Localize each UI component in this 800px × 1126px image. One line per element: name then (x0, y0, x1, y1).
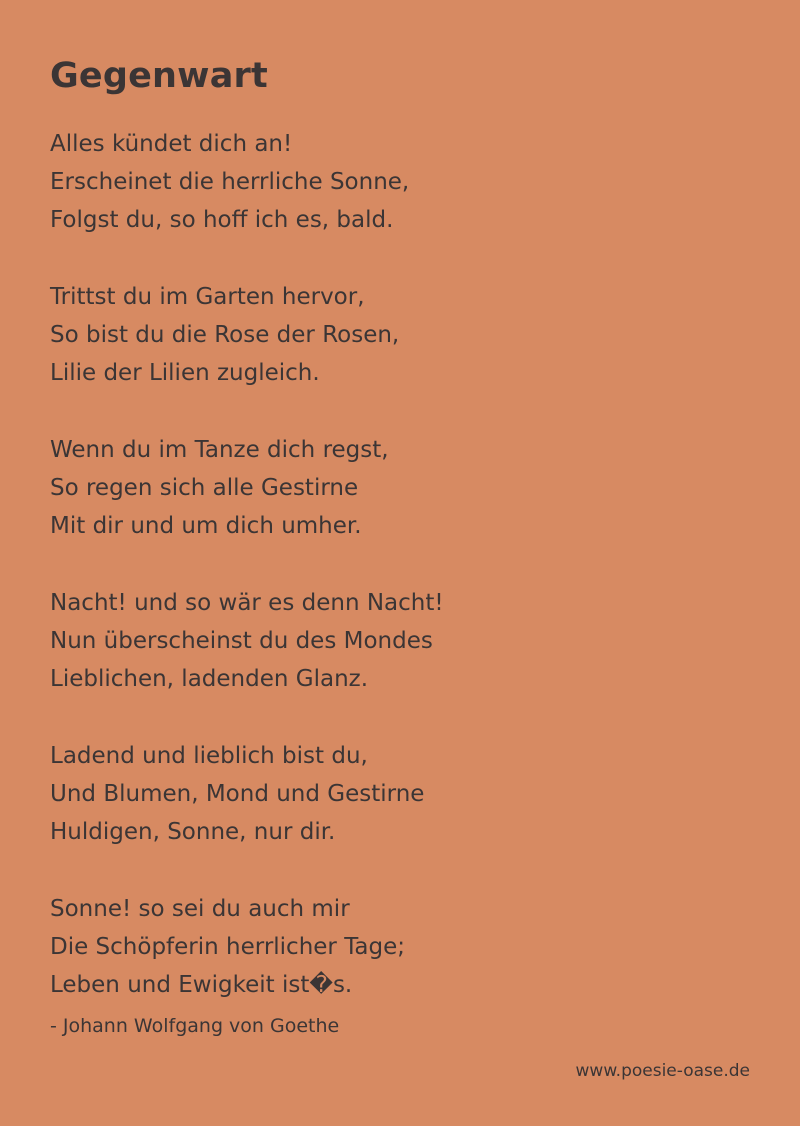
poem-line: Wenn du im Tanze dich regst, (50, 437, 389, 463)
stanza-6 (50, 890, 750, 1004)
poem-line: Ladend und lieblich bist du, (50, 743, 368, 769)
stanza-1 (50, 125, 750, 239)
poem-line: Nacht! und so wär es denn Nacht! (50, 590, 444, 616)
poem-line: Erscheinet die herrliche Sonne, (50, 169, 410, 195)
poem-line: Mit dir und um dich umher. (50, 513, 362, 539)
poem-line: Trittst du im Garten hervor, (50, 284, 365, 310)
poem-body (50, 125, 750, 1043)
poem-line: Und Blumen, Mond und Gestirne (50, 781, 425, 807)
website-credit: www.poesie-oase.de (575, 1061, 750, 1081)
stanza-3 (50, 431, 750, 545)
poem-line: So bist du die Rose der Rosen, (50, 322, 400, 348)
poem-line: Lilie der Lilien zugleich. (50, 360, 320, 386)
poem-line: So regen sich alle Gestirne (50, 475, 359, 501)
poem-line: Alles kündet dich an! (50, 131, 293, 157)
poem-title: Gegenwart (50, 56, 268, 96)
stanza-5 (50, 737, 750, 851)
poem-line: Leben und Ewigkeit ist�s. (50, 972, 353, 998)
poem-author: - Johann Wolfgang von Goethe (50, 1015, 340, 1037)
poem-line: Lieblichen, ladenden Glanz. (50, 666, 369, 692)
poem-line: Nun überscheinst du des Mondes (50, 628, 433, 654)
poem-line: Folgst du, so hoff ich es, bald. (50, 207, 394, 233)
poem-line: Huldigen, Sonne, nur dir. (50, 819, 336, 845)
stanza-2 (50, 278, 750, 392)
poem-line: Die Schöpferin herrlicher Tage; (50, 934, 406, 960)
stanza-4 (50, 584, 750, 698)
poem-line: Sonne! so sei du auch mir (50, 896, 350, 922)
